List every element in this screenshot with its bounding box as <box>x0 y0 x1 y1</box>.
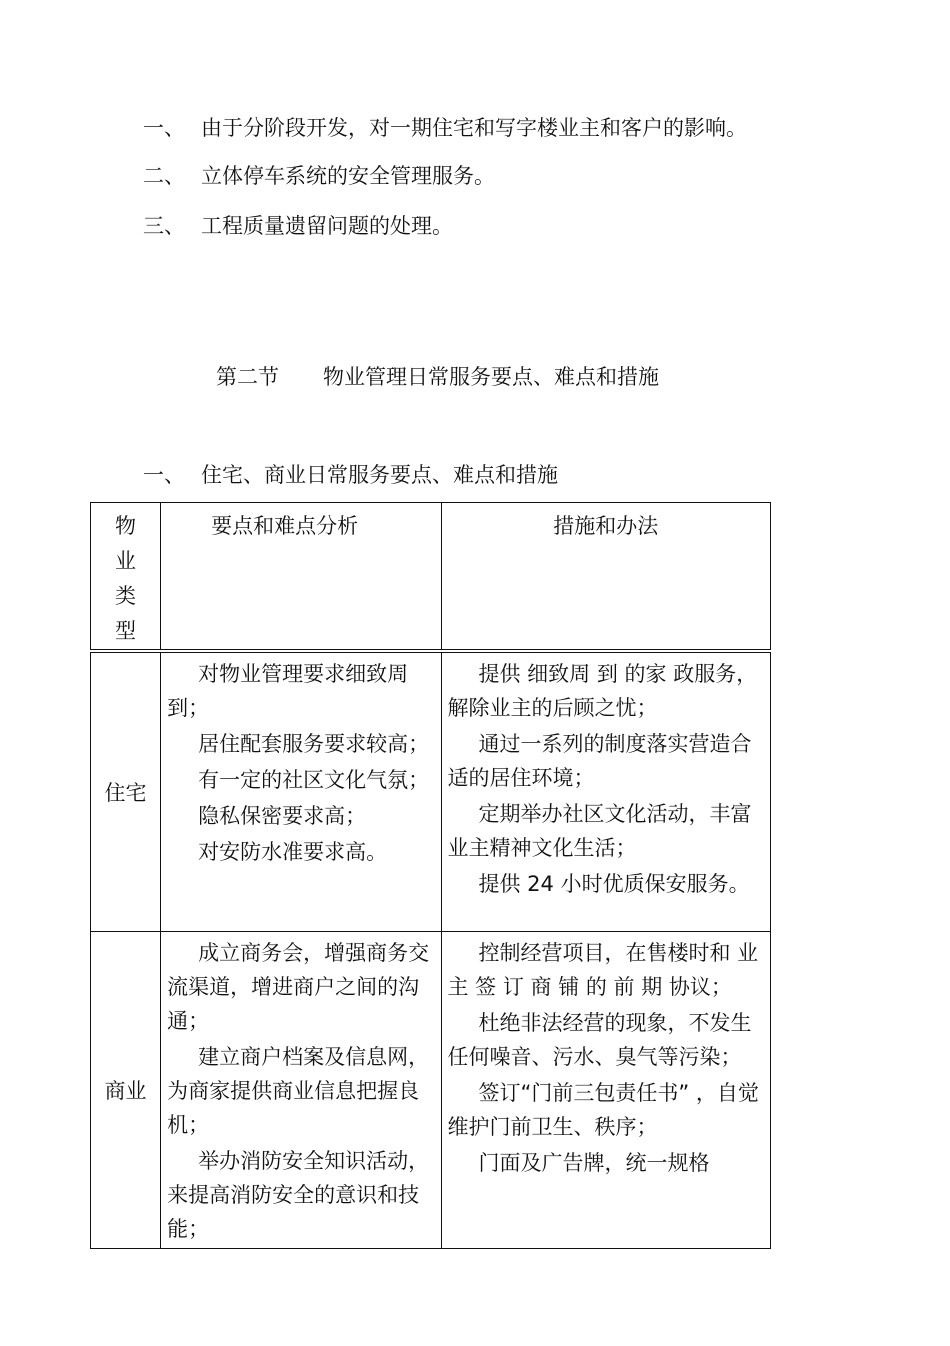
header-type-char: 类 <box>115 584 137 608</box>
header-cell-analysis <box>161 503 441 652</box>
list-item <box>143 211 453 241</box>
list-text: 工程质量遗留问题的处理。 <box>201 214 453 238</box>
measure-item: 定期举办社区文化活动，丰富业主精神文化生活； <box>447 802 752 860</box>
list-number: 三、 <box>143 214 185 238</box>
list-number: 一、 <box>143 116 185 140</box>
analysis-point: 对安防水准要求高。 <box>198 840 388 864</box>
section-label: 第二节 <box>216 365 279 389</box>
header-type-char: 业 <box>115 549 137 573</box>
property-type: 住宅 <box>104 781 147 805</box>
measure-item: 通过一系列的制度落实营造合适的居住环境； <box>447 732 752 790</box>
analysis-cell <box>161 932 441 1249</box>
type-cell <box>91 651 161 932</box>
measure-item: 提供 细致周 到 的家 政服务，解除业主的后顾之忧； <box>447 662 758 720</box>
list-text: 由于分阶段开发，对一期住宅和写字楼业主和客户的影响。 <box>201 116 747 140</box>
analysis-cell <box>161 651 441 932</box>
list-number: 二、 <box>143 164 185 188</box>
analysis-point: 居住配套服务要求较高； <box>198 732 430 756</box>
measures-cell <box>441 932 771 1249</box>
measure-item: 签订“门前三包责任书” ，自觉维护门前卫生、秩序； <box>447 1081 759 1139</box>
table-header-row <box>91 503 771 652</box>
table-row <box>91 932 771 1249</box>
measure-item: 提供 24 小时优质保安服务。 <box>478 872 750 896</box>
header-type-char: 型 <box>115 619 137 643</box>
type-cell <box>91 932 161 1249</box>
section-title: 物业管理日常服务要点、难点和措施 <box>323 365 659 389</box>
list-item <box>143 113 747 143</box>
analysis-point: 建立商户档案及信息网，为商家提供商业信息把握良机； <box>167 1045 430 1137</box>
list-text: 立体停车系统的安全管理服务。 <box>201 164 495 188</box>
analysis-point: 隐私保密要求高； <box>198 804 367 828</box>
analysis-point: 对物业管理要求细致周到； <box>167 662 409 720</box>
header-measures-label: 措施和办法 <box>553 514 659 538</box>
section-heading <box>216 362 659 392</box>
header-cell-type <box>91 503 161 652</box>
measure-item: 门面及广告牌，统一规格 <box>478 1151 710 1175</box>
list-item <box>143 161 495 191</box>
header-analysis-label: 要点和难点分析 <box>211 514 359 538</box>
subsection-title: 住宅、商业日常服务要点、难点和措施 <box>201 463 558 487</box>
measure-item: 控制经营项目，在售楼时和 业 主 签 订 商 铺 的 前 期 协议； <box>447 941 759 999</box>
header-type-char: 物 <box>115 514 137 538</box>
analysis-point: 成立商务会，增强商务交流渠道，增进商户之间的沟通； <box>167 941 430 1033</box>
measures-cell <box>441 651 771 932</box>
header-cell-measures <box>441 503 771 652</box>
service-table <box>90 502 771 1249</box>
property-type: 商业 <box>104 1079 147 1103</box>
table-row <box>91 651 771 932</box>
subsection-number: 一、 <box>143 463 185 487</box>
measure-item: 杜绝非法经营的现象，不发生任何噪音、污水、臭气等污染； <box>447 1011 752 1069</box>
analysis-point: 有一定的社区文化气氛； <box>198 768 430 792</box>
subsection-heading <box>143 460 558 490</box>
analysis-point: 举办消防安全知识活动，来提高消防安全的意识和技能； <box>167 1149 430 1241</box>
